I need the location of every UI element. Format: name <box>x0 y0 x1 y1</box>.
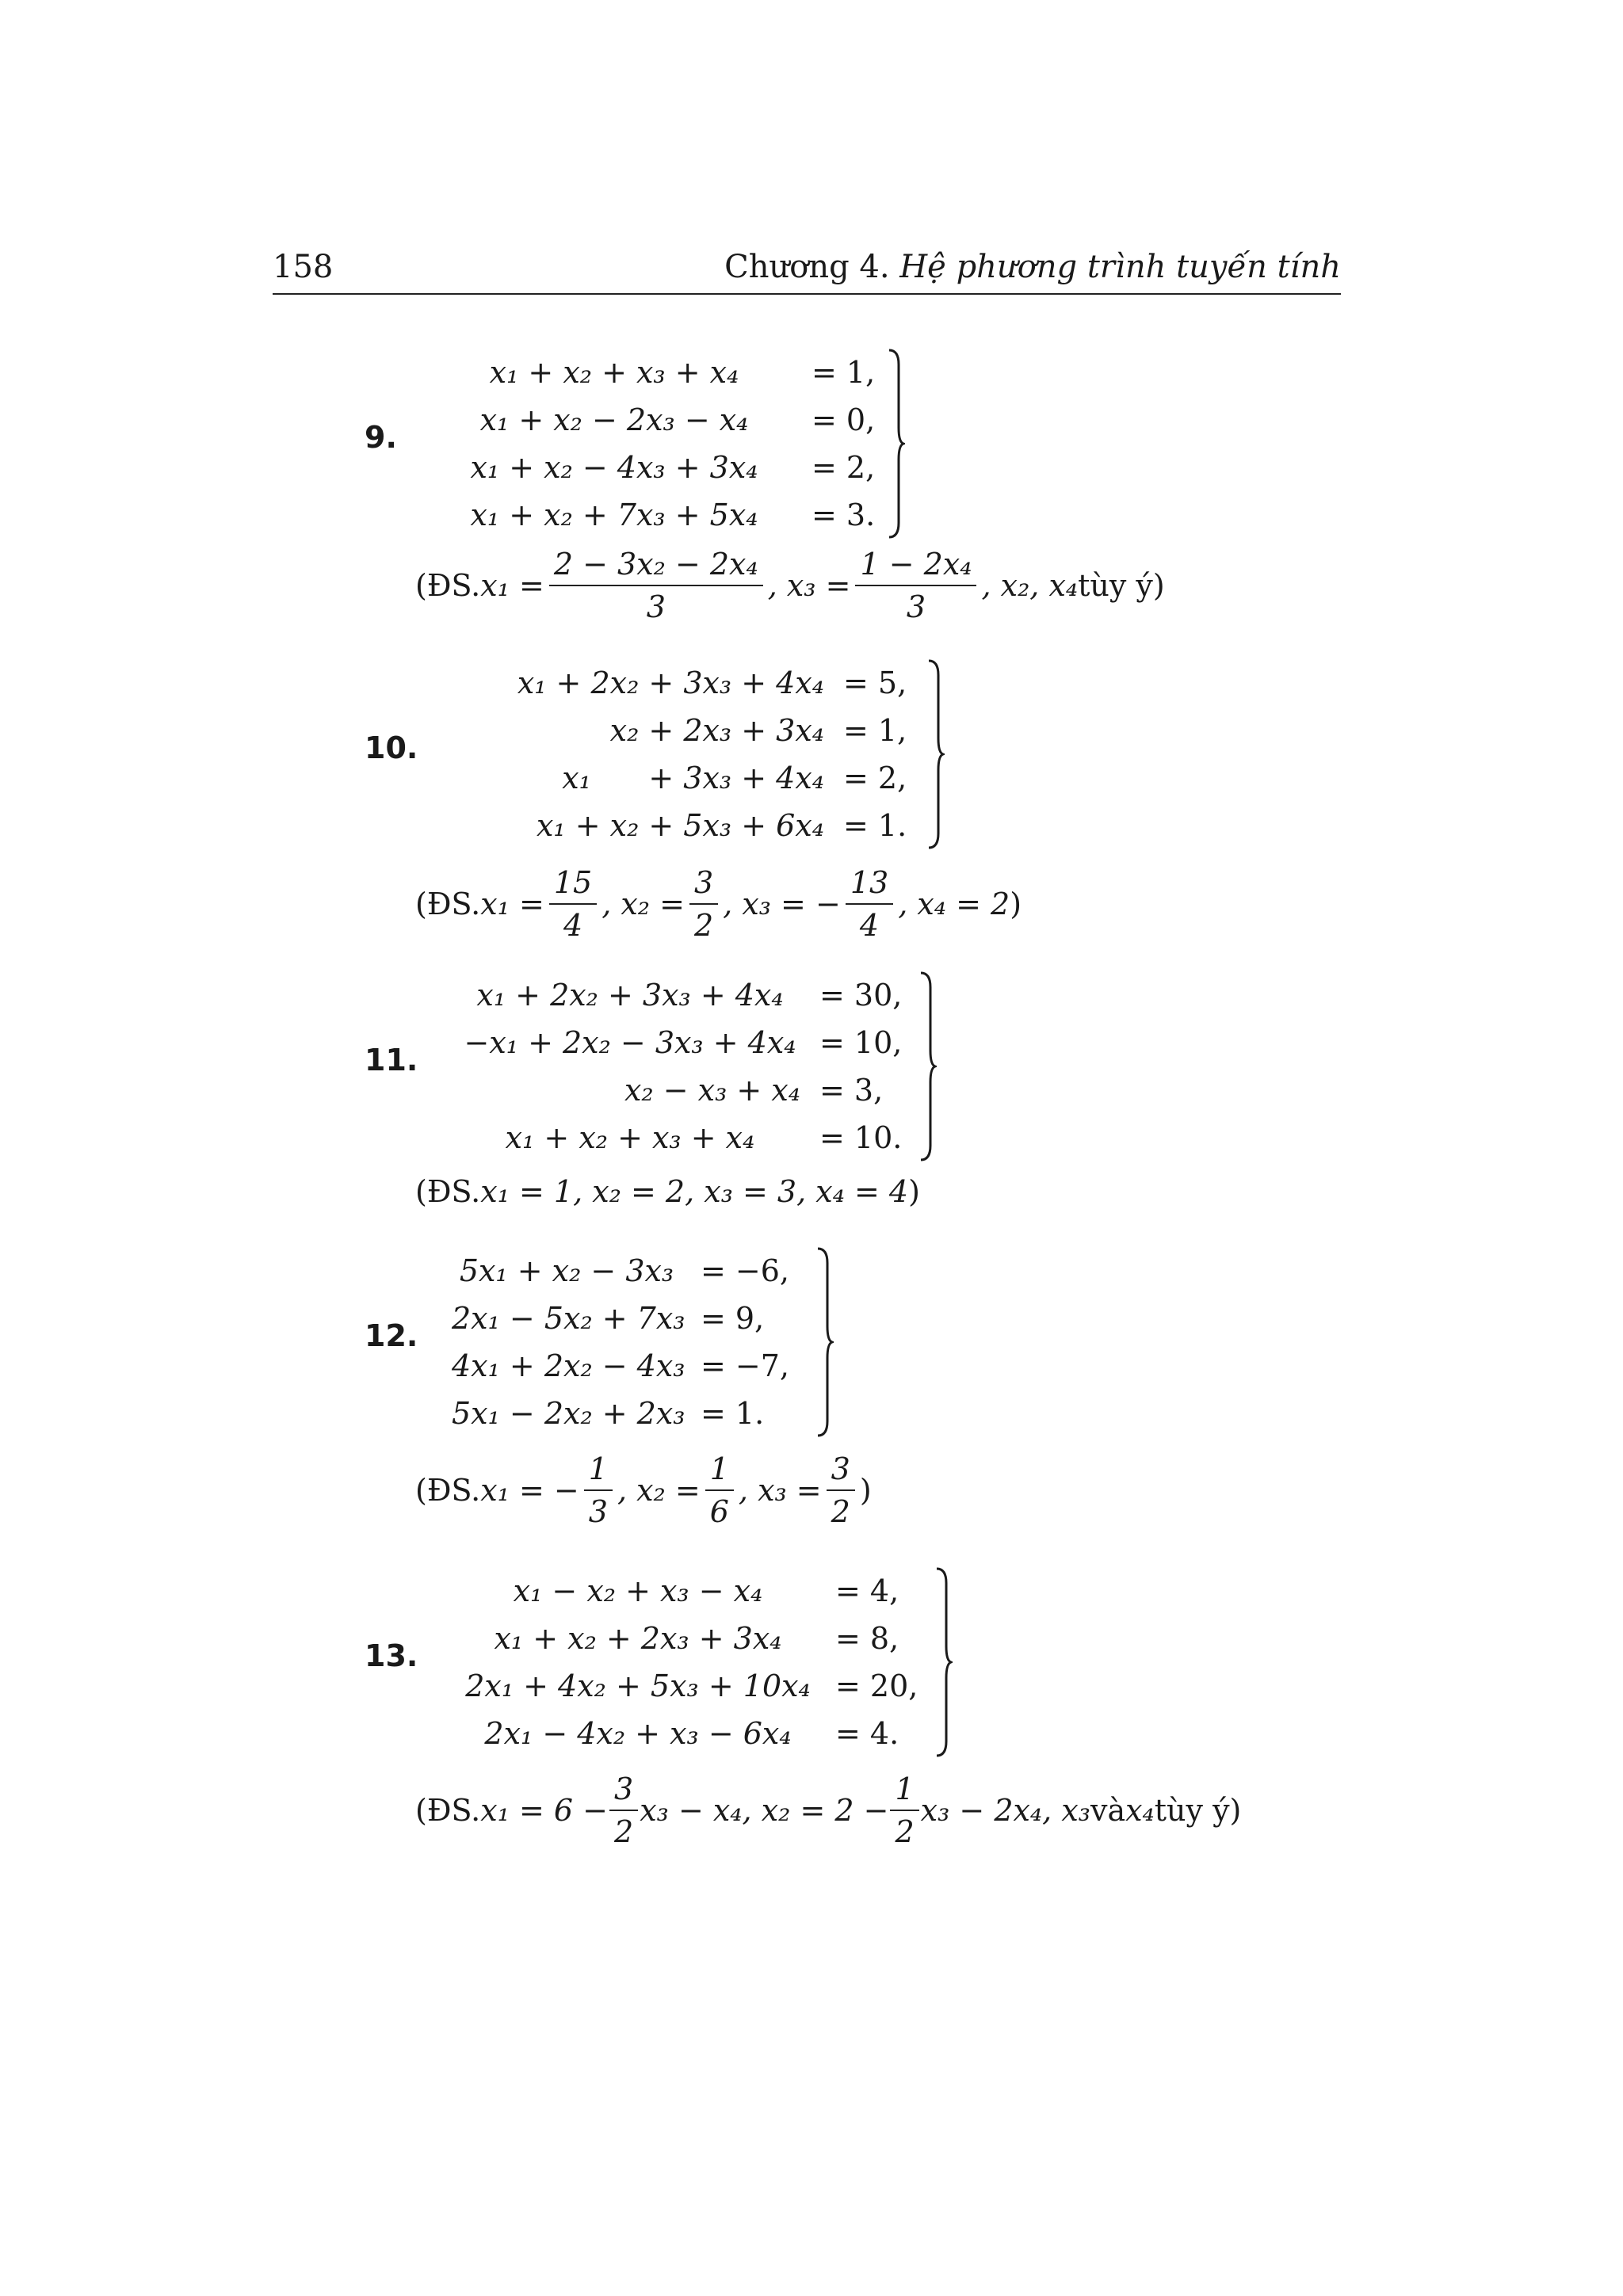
answer-close: ) <box>859 1473 872 1508</box>
equation-lhs: 5x₁ + x₂ − 3x₃ <box>459 1253 674 1288</box>
equation-lhs: x₂ − x₃ + x₄ <box>624 1073 800 1108</box>
fraction-numerator: 3 <box>609 1772 638 1811</box>
answer-x3-label: , x₃ = − <box>723 887 841 921</box>
fraction <box>609 1772 638 1849</box>
answer-open: (ĐS. <box>415 887 481 921</box>
fraction-numerator: 1 <box>890 1772 918 1811</box>
right-brace-icon <box>888 349 905 539</box>
fraction <box>705 1451 734 1529</box>
equation-row <box>436 349 875 396</box>
equation-row <box>460 1114 902 1161</box>
answer-open: (ĐS. <box>415 1793 481 1828</box>
equation-rhs: = 5, <box>843 666 907 700</box>
equation-lhs: x₁ + x₂ + x₃ + x₄ <box>505 1120 755 1155</box>
answer-x1-label: x₁ = <box>480 887 544 921</box>
equation-system <box>460 971 902 1161</box>
right-brace-icon <box>816 1247 834 1437</box>
answer-x1-label: x₁ = − <box>480 1473 579 1508</box>
answer-x2-after: x₃ − 2x₄, x₃ <box>920 1793 1090 1828</box>
equation-rhs: = 10, <box>819 1025 903 1060</box>
fraction-denominator: 2 <box>614 1814 634 1849</box>
answer-11 <box>415 1174 920 1209</box>
equation-lhs: x₁ + x₂ + x₃ + x₄ <box>489 355 739 390</box>
answer-x1-label: x₁ = <box>480 568 544 603</box>
problem-number: 11. <box>365 1043 418 1077</box>
equation-row <box>436 491 875 539</box>
fraction-denominator: 6 <box>709 1494 729 1529</box>
equation-row <box>452 1342 789 1390</box>
fraction-denominator: 2 <box>693 908 714 943</box>
equation-rhs: = 3. <box>812 498 876 532</box>
equation-lhs: x₁ − x₂ + x₃ − x₄ <box>513 1573 763 1608</box>
answer-tail-vars: , x₂, x₄ <box>981 568 1079 603</box>
fraction <box>846 865 893 943</box>
chapter-title <box>724 249 1341 285</box>
fraction <box>549 865 597 943</box>
fraction-numerator: 1 <box>584 1451 613 1491</box>
answer-open: (ĐS. <box>415 1174 481 1209</box>
chapter-name: Hệ phương trình tuyến tính <box>899 249 1341 285</box>
fraction <box>584 1451 613 1529</box>
equation-row <box>460 1019 902 1066</box>
equation-rhs: = 10. <box>819 1120 903 1155</box>
equation-rhs: = 1. <box>843 808 907 843</box>
answer-x1-label: x₁ = 6 − <box>480 1793 609 1828</box>
fraction-denominator: 3 <box>906 589 926 624</box>
answer-10 <box>415 865 1022 943</box>
answer-9 <box>415 547 1165 624</box>
equation-lhs: 4x₁ + 2x₂ − 4x₃ <box>452 1348 685 1383</box>
answer-tail-text: tùy ý) <box>1154 1793 1242 1828</box>
equation-rhs: = 0, <box>812 402 876 437</box>
equation-row <box>460 1662 918 1710</box>
equation-row <box>460 1710 918 1757</box>
equation-row <box>452 802 907 849</box>
equation-rhs: = 9, <box>701 1301 765 1336</box>
answer-open: (ĐS. <box>415 1473 481 1508</box>
equation-rhs: = 1, <box>843 713 907 748</box>
fraction-numerator: 1 <box>705 1451 734 1491</box>
equation-row <box>460 1615 918 1662</box>
equation-rhs: = 2, <box>812 450 876 485</box>
equation-row <box>460 971 902 1019</box>
equation-lhs: x₁ + 2x₂ + 3x₃ + 4x₄ <box>476 978 784 1013</box>
equation-system <box>436 349 875 539</box>
problem-number: 10. <box>365 730 418 765</box>
equation-row <box>452 707 907 754</box>
answer-conjunction: và <box>1090 1793 1126 1828</box>
equation-lhs: x₁ + 3x₃ + 4x₄ <box>562 761 824 795</box>
equation-rhs: = 4. <box>835 1716 899 1751</box>
right-brace-icon <box>919 971 937 1161</box>
equation-row <box>452 659 907 707</box>
equation-rhs: = −6, <box>701 1253 790 1288</box>
equation-lhs: −x₁ + 2x₂ − 3x₃ + 4x₄ <box>464 1025 796 1060</box>
equation-system <box>452 1247 789 1437</box>
chapter-prefix: Chương 4. <box>724 249 900 285</box>
fraction-denominator: 4 <box>563 908 583 943</box>
answer-close: ) <box>908 1174 920 1209</box>
equation-row <box>452 1247 789 1295</box>
equation-row <box>436 396 875 444</box>
equation-row <box>452 1295 789 1342</box>
fraction-numerator: 2 − 3x₂ − 2x₄ <box>549 547 763 586</box>
equation-rhs: = 1, <box>812 355 876 390</box>
answer-x2-label: , x₂ = <box>617 1473 701 1508</box>
problem-number: 12. <box>365 1318 418 1353</box>
equation-lhs: 2x₁ − 5x₂ + 7x₃ <box>452 1301 685 1336</box>
equation-lhs: x₂ + 2x₃ + 3x₄ <box>609 713 824 748</box>
answer-text: x₁ = 1, x₂ = 2, x₃ = 3, x₄ = 4 <box>480 1174 909 1209</box>
fraction-numerator: 15 <box>549 865 597 905</box>
fraction-numerator: 3 <box>689 865 718 905</box>
equation-row <box>452 1390 789 1437</box>
equation-rhs: = 2, <box>843 761 907 795</box>
equation-rhs: = 30, <box>819 978 903 1013</box>
answer-x3-label: , x₃ = <box>767 568 851 603</box>
equation-row <box>436 444 875 491</box>
answer-x2-label: , x₂ = <box>601 887 685 921</box>
equation-rhs: = 3, <box>819 1073 884 1108</box>
problem-number: 9. <box>365 420 397 455</box>
fraction-denominator: 4 <box>859 908 880 943</box>
fraction <box>689 865 718 943</box>
right-brace-icon <box>927 659 945 849</box>
page-number: 158 <box>273 249 334 285</box>
fraction-numerator: 13 <box>846 865 893 905</box>
answer-x1-after: x₃ − x₄, x₂ = 2 − <box>640 1793 889 1828</box>
equation-rhs: = −7, <box>701 1348 790 1383</box>
fraction <box>890 1772 918 1849</box>
answer-12 <box>415 1451 872 1529</box>
fraction-denominator: 3 <box>588 1494 608 1529</box>
equation-system <box>452 659 907 849</box>
equation-rhs: = 8, <box>835 1621 899 1656</box>
equation-system <box>460 1567 918 1757</box>
page-header <box>273 247 1341 295</box>
fraction <box>855 547 976 624</box>
equation-lhs: x₁ + x₂ − 4x₃ + 3x₄ <box>470 450 758 485</box>
equation-row <box>460 1066 902 1114</box>
fraction-numerator: 3 <box>827 1451 855 1491</box>
answer-tail-text: ) <box>1010 887 1022 921</box>
fraction-numerator: 1 − 2x₄ <box>855 547 976 586</box>
answer-x4-label: x₄ <box>1125 1793 1155 1828</box>
equation-lhs: 5x₁ − 2x₂ + 2x₃ <box>452 1396 685 1431</box>
equation-lhs: x₁ + x₂ + 5x₃ + 6x₄ <box>536 808 824 843</box>
answer-tail-vars: , x₄ = 2 <box>898 887 1010 921</box>
answer-x3-label: , x₃ = <box>738 1473 822 1508</box>
fraction <box>549 547 763 624</box>
equation-lhs: x₁ + 2x₂ + 3x₃ + 4x₄ <box>517 666 824 700</box>
right-brace-icon <box>935 1567 953 1757</box>
equation-lhs: x₁ + x₂ − 2x₃ − x₄ <box>479 402 749 437</box>
equation-rhs: = 20, <box>835 1669 918 1703</box>
equation-rhs: = 1. <box>701 1396 765 1431</box>
problem-number: 13. <box>365 1638 418 1673</box>
fraction-denominator: 2 <box>831 1494 850 1529</box>
answer-open: (ĐS. <box>415 568 481 603</box>
equation-lhs: x₁ + x₂ + 2x₃ + 3x₄ <box>494 1621 782 1656</box>
equation-row <box>452 754 907 802</box>
answer-13 <box>415 1772 1241 1849</box>
fraction <box>827 1451 855 1529</box>
equation-lhs: 2x₁ − 4x₂ + x₃ − 6x₄ <box>484 1716 792 1751</box>
equation-lhs: x₁ + x₂ + 7x₃ + 5x₄ <box>470 498 758 532</box>
equation-row <box>460 1567 918 1615</box>
fraction-denominator: 3 <box>646 589 666 624</box>
answer-tail-text: tùy ý) <box>1078 568 1165 603</box>
fraction-denominator: 2 <box>895 1814 915 1849</box>
equation-lhs: 2x₁ + 4x₂ + 5x₃ + 10x₄ <box>465 1669 811 1703</box>
equation-rhs: = 4, <box>835 1573 899 1608</box>
